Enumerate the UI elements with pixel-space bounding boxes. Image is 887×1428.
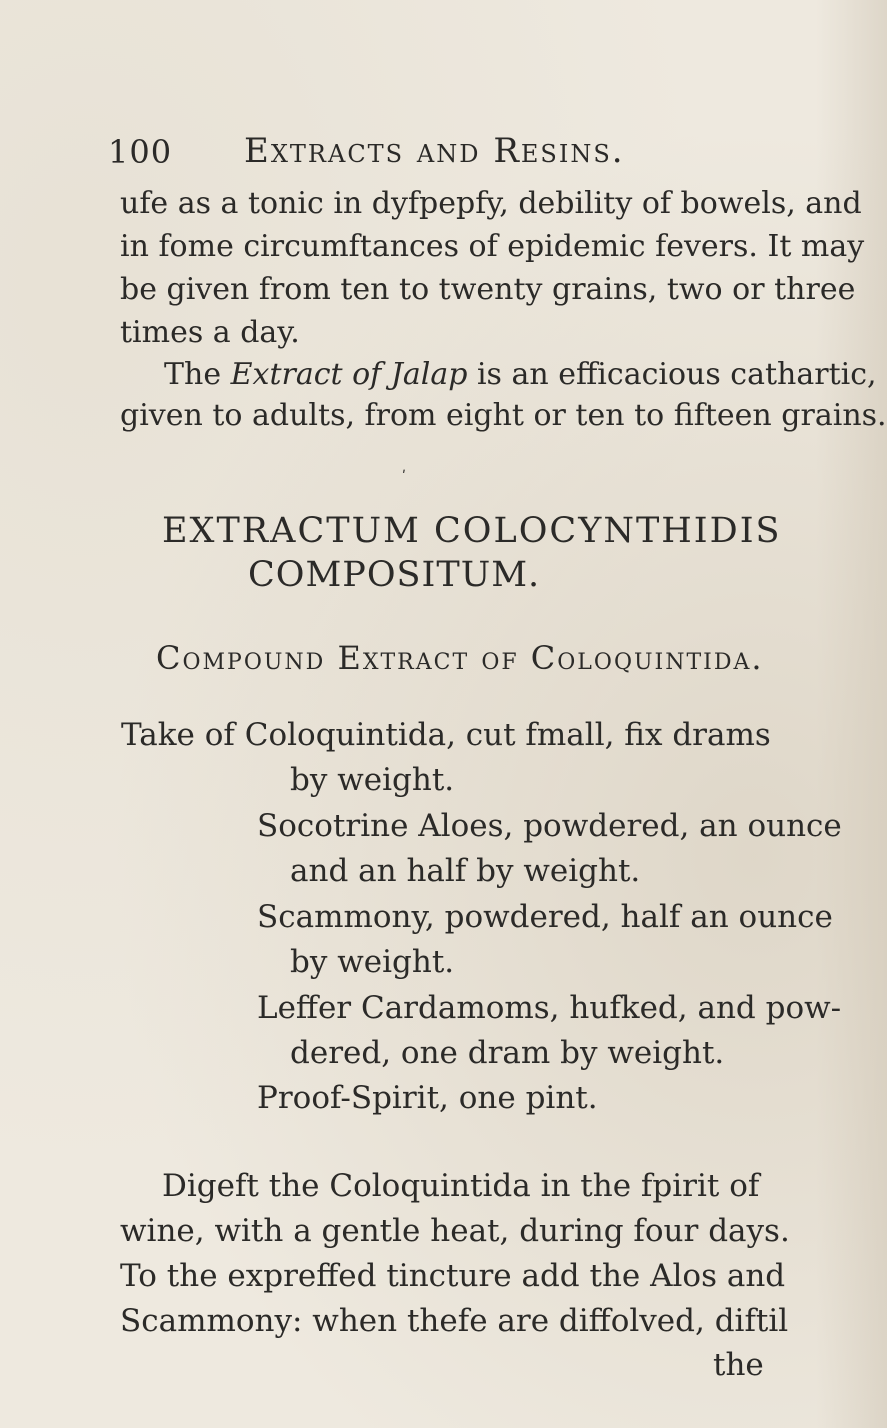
section-heading: COMPOSITUM. bbox=[248, 555, 541, 595]
body-line: ufe as a tonic in dyfpepfy, debility of bowels, and bbox=[120, 186, 862, 221]
body-line: in fome circumftances of epidemic fevers. It may bbox=[120, 229, 865, 264]
body-text: is an efficacious cathartic, bbox=[467, 357, 877, 392]
body-line: given to adults, from eight or ten to fifteen grains. bbox=[120, 398, 887, 433]
catchword: the bbox=[713, 1347, 764, 1383]
section-heading: EXTRACTUM COLOCYNTHIDIS bbox=[162, 511, 782, 551]
page-number: 100 bbox=[108, 133, 173, 171]
running-head: Extracts and Resins. bbox=[244, 131, 625, 171]
body-line: times a day. bbox=[120, 315, 300, 350]
recipe-line: and an half by weight. bbox=[290, 853, 641, 889]
recipe-line: Proof-Spirit, one pint. bbox=[257, 1080, 598, 1116]
recipe-line: Socotrine Aloes, powdered, an ounce bbox=[257, 808, 842, 844]
body-line: To the expreffed tincture add the Alos and bbox=[120, 1258, 786, 1294]
recipe-line: dered, one dram by weight. bbox=[290, 1035, 725, 1071]
body-line: wine, with a gentle heat, during four days. bbox=[120, 1213, 790, 1249]
print-mark: ʹ bbox=[402, 469, 406, 485]
section-subheading: Compound Extract of Coloquintida. bbox=[156, 639, 764, 677]
recipe-line: by weight. bbox=[290, 762, 455, 798]
italic-term: Extract of Jalap bbox=[230, 357, 468, 392]
body-line: be given from ten to twenty grains, two or three bbox=[120, 272, 856, 307]
recipe-line: Scammony, powdered, half an ounce bbox=[257, 899, 833, 935]
body-line: Digeft the Coloquintida in the fpirit of bbox=[162, 1168, 760, 1204]
recipe-line: by weight. bbox=[290, 944, 455, 980]
recipe-line: Leffer Cardamoms, hufked, and pow- bbox=[257, 990, 842, 1026]
body-line: Scammony: when thefe are diffolved, diftil bbox=[120, 1303, 789, 1339]
recipe-line: Take of Coloquintida, cut fmall, fix drams bbox=[121, 717, 771, 753]
body-line-jalap bbox=[164, 357, 877, 392]
body-text: The bbox=[164, 357, 231, 392]
